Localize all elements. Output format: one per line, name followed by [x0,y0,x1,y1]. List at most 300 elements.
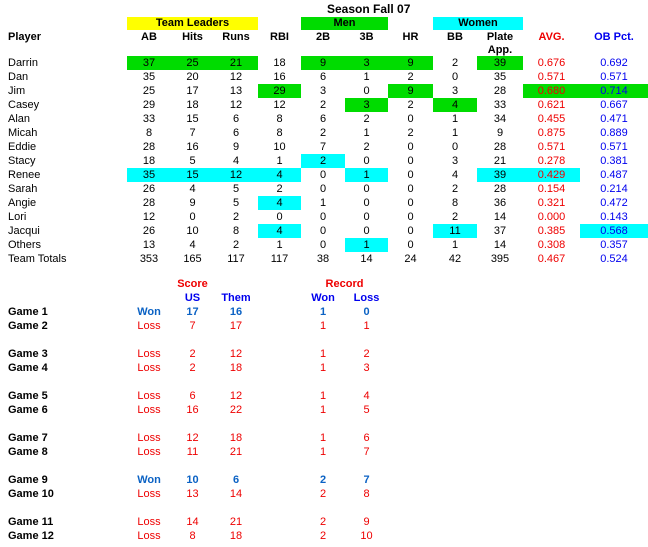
stat-cell: 8 [276,127,283,139]
stat-cell: 0.571 [537,141,566,153]
player-name: Jacqui [8,225,40,237]
stat-cell: 4 [232,155,240,167]
player-name: Jim [8,85,26,97]
record-loss: 2 [363,348,370,360]
stat-cell: 6 [319,71,327,83]
stat-cell: 39 [477,56,523,70]
game-score-us: 14 [186,516,199,528]
game-result: Loss [137,516,161,528]
game-score-us: 8 [189,530,196,542]
blank-cell [0,375,648,389]
stats-row [0,182,648,196]
game-score-them: 21 [229,446,243,458]
stat-cell: 10 [273,141,286,153]
stat-cell: 7 [319,141,327,153]
games-group-header-row [0,277,648,291]
stat-cell: 28 [493,85,507,97]
stat-cell: 0.467 [537,253,566,265]
game-label: Game 10 [8,488,54,500]
game-filler [388,347,648,361]
stat-cell: 0 [276,211,283,223]
stat-cell: 34 [493,113,507,125]
game-spacer [258,305,301,319]
stats-row [0,70,648,84]
stat-cell: 21 [214,56,258,70]
stat-cell: 4 [433,98,477,112]
stat-cell: 14 [493,239,507,251]
stat-cell: 2 [407,99,414,111]
game-row [0,305,648,319]
stat-cell: 12 [214,168,258,182]
stat-cell: 9 [388,84,433,98]
game-result: Won [137,474,161,486]
team-leaders-band: Team Leaders [127,17,258,30]
record-loss: 7 [363,446,370,458]
game-spacer [258,487,301,501]
stat-cell: 1 [363,127,370,139]
record-loss: 4 [363,390,370,402]
stat-cell: 0.429 [523,168,580,182]
col-header-plate: Plate [486,31,514,43]
game-score-them: 18 [229,362,243,374]
stat-cell: 0 [363,183,370,195]
stats-rows [0,56,648,266]
stat-cell: 42 [448,253,462,265]
record-loss: 0 [363,306,370,318]
player-name: Stacy [8,155,36,167]
col-header-player: Player [8,31,42,43]
stat-cell: 0.621 [537,99,566,111]
stat-cell: 1 [276,155,283,167]
blank-cell [0,501,648,515]
col-header-us: US [184,292,201,304]
stats-row [0,126,648,140]
stat-cell: 0.214 [600,183,628,195]
blank-separator-row [0,333,648,347]
col-header-plate-app: App. [487,44,513,56]
stat-cell: 0 [363,211,370,223]
col-header-ab: AB [141,31,157,43]
game-score-them: 12 [229,348,243,360]
record-won: 2 [319,474,327,486]
stat-cell: 0.667 [600,99,628,111]
col-header-hits: Hits [182,31,203,43]
game-score-us: 17 [186,306,199,318]
game-label: Game 6 [8,404,48,416]
game-row [0,347,648,361]
stat-cell: 0.571 [600,71,628,83]
game-score-us: 2 [189,348,196,360]
game-filler [388,361,648,375]
stat-cell: 28 [142,197,156,209]
stat-cell: 6 [319,113,327,125]
game-result: Loss [137,348,161,360]
stat-cell: 8 [451,197,459,209]
stat-cell: 2 [407,127,414,139]
stat-cell: 33 [142,113,156,125]
stat-cell: 38 [316,253,330,265]
player-name: Darrin [8,57,38,69]
stat-cell: 37 [493,225,507,237]
stat-cell: 9 [189,197,196,209]
stat-cell: 0.680 [523,84,580,98]
stat-cell: 3 [345,56,388,70]
stat-cell: 0.524 [600,253,628,265]
stat-cell: 4 [189,239,196,251]
player-name: Angie [8,197,37,209]
stat-cell: 10 [186,225,199,237]
game-result: Loss [137,530,161,542]
game-score-us: 2 [189,362,196,374]
score-header: Score [177,278,208,290]
stat-cell: 0 [363,197,370,209]
stat-cell: 0 [407,113,414,125]
stat-cell: 9 [301,56,345,70]
stat-cell: 28 [493,183,507,195]
stat-cell: 8 [276,113,283,125]
game-spacer [258,403,301,417]
stat-cell: 2 [451,57,459,69]
stats-row [0,238,648,252]
blank-cell [0,333,648,347]
stat-cell: 0 [189,211,196,223]
game-spacer [258,319,301,333]
stat-cell: 0.143 [600,211,628,223]
stat-cell: 15 [186,113,199,125]
stat-cell: 0 [319,225,327,237]
game-filler [388,319,648,333]
game-spacer [258,389,301,403]
record-won: 1 [319,432,327,444]
stat-cell: 8 [145,127,153,139]
game-score-them: 22 [229,404,243,416]
game-label: Game 4 [8,362,48,374]
stat-cell: 16 [273,71,286,83]
record-loss: 6 [363,432,370,444]
record-won: 1 [319,390,327,402]
stat-cell: 6 [232,113,240,125]
col-header-2b: 2B [315,31,331,43]
stat-cell: 1 [345,238,388,252]
player-name: Sarah [8,183,38,195]
record-won: 1 [319,446,327,458]
game-label: Game 3 [8,348,48,360]
game-score-them: 16 [229,306,243,318]
stat-cell: 0 [363,155,370,167]
game-filler [388,403,648,417]
stat-cell: 35 [493,71,507,83]
stat-cell: 0 [319,239,327,251]
stat-cell: 18 [142,155,156,167]
game-filler [388,515,648,529]
stat-cell: 7 [189,127,196,139]
player-name: Micah [8,127,38,139]
game-filler [388,431,648,445]
game-score-them: 14 [229,488,243,500]
game-row [0,361,648,375]
stat-cell: 0.154 [537,183,566,195]
game-score-them: 18 [229,530,243,542]
stats-row [0,56,648,70]
stat-cell: 1 [276,239,283,251]
game-filler [388,473,648,487]
stat-cell: 0 [407,155,414,167]
category-bands-row [0,17,648,30]
stats-header-row [0,30,648,44]
game-spacer [258,361,301,375]
stat-cell: 0 [407,197,414,209]
game-result: Loss [137,446,161,458]
stats-row [0,98,648,112]
player-name: Eddie [8,141,37,153]
game-rows [0,305,648,543]
game-label: Game 11 [8,516,54,528]
game-filler [388,445,648,459]
stats-row [0,168,648,182]
game-filler [388,305,648,319]
game-spacer [258,347,301,361]
stat-cell: 2 [276,183,283,195]
stat-cell: 12 [229,71,243,83]
record-won: 1 [319,404,327,416]
game-row [0,431,648,445]
player-stats-table [0,17,648,266]
col-header-rbi: RBI [270,31,289,43]
stat-cell: 26 [142,225,156,237]
stat-cell: 5 [189,155,196,167]
stat-cell: 2 [319,99,327,111]
record-loss: 10 [360,530,373,542]
game-row [0,319,648,333]
stat-cell: 1 [319,197,327,209]
game-result: Loss [137,488,161,500]
stat-cell: 4 [258,168,301,182]
stat-cell: 2 [232,211,240,223]
blank-cell [0,417,648,431]
player-name: Team Totals [8,253,67,265]
record-loss: 7 [363,474,370,486]
col-header-runs: Runs [222,31,250,43]
stat-cell: 3 [319,85,327,97]
stat-cell: 3 [451,85,459,97]
stat-cell: 3 [451,155,459,167]
stat-cell: 0 [407,211,414,223]
record-loss: 8 [363,488,370,500]
page-title: Season Fall 07 [327,2,411,16]
stat-cell: 39 [477,168,523,182]
stat-cell: 2 [232,239,240,251]
stat-cell: 20 [186,71,199,83]
stat-cell: 5 [232,183,240,195]
col-header-loss: Loss [353,292,380,304]
games-table [0,277,648,543]
stat-cell: 0.889 [600,127,628,139]
stats-row [0,112,648,126]
stat-cell: 28 [142,141,156,153]
record-header: Record [325,278,364,290]
stats-row [0,224,648,238]
game-score-us: 12 [186,432,199,444]
stat-cell: 16 [186,141,199,153]
game-row [0,389,648,403]
stat-cell: 28 [493,141,507,153]
game-score-them: 21 [229,516,243,528]
stat-cell: 3 [345,98,388,112]
record-won: 2 [319,488,327,500]
stat-cell: 0.875 [537,127,566,139]
stat-cell: 35 [142,71,156,83]
stat-cell: 0.471 [600,113,628,125]
stat-cell: 17 [186,85,199,97]
band-spacer [523,17,580,30]
stats-row [0,196,648,210]
col-header-bb: BB [447,31,463,43]
stat-cell: 36 [493,197,507,209]
player-name: Renee [8,169,41,181]
stat-cell: 4 [258,196,301,210]
stat-cell: 0 [407,225,414,237]
stat-cell: 0 [319,169,327,181]
stats-row [0,140,648,154]
stat-cell: 26 [142,183,156,195]
game-row [0,487,648,501]
stat-cell: 12 [273,99,286,111]
col-header-3b: 3B [359,31,374,43]
player-name: Others [8,239,42,251]
stat-cell: 0.000 [537,211,566,223]
game-score-us: 11 [186,446,199,458]
game-result: Loss [137,362,161,374]
stat-cell: 6 [232,127,240,139]
stat-cell: 2 [451,183,459,195]
stat-cell: 2 [407,71,414,83]
stat-cell: 13 [229,85,243,97]
game-row [0,529,648,543]
games-subheader-row [0,291,648,305]
game-row [0,515,648,529]
stat-cell: 1 [451,127,459,139]
game-spacer [258,473,301,487]
game-score-us: 16 [186,404,199,416]
game-result: Loss [137,404,161,416]
stat-cell: 0 [363,85,370,97]
stat-cell: 0 [451,71,459,83]
game-result: Loss [137,390,161,402]
stat-cell: 2 [363,141,370,153]
col-header-them: Them [221,292,251,304]
stats-row [0,252,648,266]
stat-cell: 165 [183,253,202,265]
stat-cell: 1 [363,71,370,83]
stat-cell: 18 [273,57,286,69]
stat-cell: 4 [451,169,459,181]
stat-cell: 0.714 [580,84,648,98]
stat-cell: 1 [451,113,459,125]
record-won: 1 [319,306,327,318]
stat-cell: 0 [407,183,414,195]
stat-cell: 0.308 [537,239,566,251]
record-won: 1 [319,320,327,332]
game-filler [388,529,648,543]
game-row [0,473,648,487]
col-header-avg: AVG. [538,31,565,43]
stat-cell: 18 [186,99,199,111]
record-loss: 1 [363,320,370,332]
stat-cell: 4 [189,183,196,195]
player-name: Dan [8,71,29,83]
stat-cell: 13 [142,239,156,251]
game-score-them: 17 [229,320,243,332]
blank-cell [0,459,648,473]
col-header-hr: HR [402,31,419,43]
stat-cell: 0.571 [537,71,566,83]
men-band: Men [301,17,388,30]
band-spacer [388,17,433,30]
game-label: Game 2 [8,320,48,332]
record-loss: 3 [363,362,370,374]
player-name: Lori [8,211,27,223]
stat-cell: 0 [407,239,414,251]
stat-cell: 25 [142,85,156,97]
game-score-them: 18 [229,432,243,444]
stat-cell: 0 [319,183,327,195]
stat-cell: 25 [171,56,214,70]
record-loss: 9 [363,516,370,528]
blank-separator-row [0,417,648,431]
stats-row [0,210,648,224]
record-won: 1 [319,362,327,374]
stat-cell: 9 [232,141,240,153]
game-spacer [258,529,301,543]
game-score-us: 6 [189,390,196,402]
stat-cell: 29 [142,99,156,111]
stat-cell: 4 [258,224,301,238]
stat-cell: 2 [363,113,370,125]
game-spacer [258,515,301,529]
band-spacer [258,17,301,30]
game-filler [388,487,648,501]
stat-cell: 14 [493,211,507,223]
stat-cell: 0.487 [600,169,628,181]
stat-cell: 9 [496,127,504,139]
blank-separator-row [0,501,648,515]
game-score-them: 12 [229,390,243,402]
game-label: Game 7 [8,432,48,444]
stats-row [0,154,648,168]
game-score-us: 7 [189,320,196,332]
stat-cell: 15 [171,168,214,182]
game-result: Loss [137,432,161,444]
game-result: Loss [137,320,161,332]
stat-cell: 117 [270,253,289,265]
stat-cell: 2 [319,127,327,139]
game-score-them: 6 [232,474,240,486]
stat-cell: 0 [451,141,459,153]
stat-cell: 37 [127,56,171,70]
game-label: Game 8 [8,446,48,458]
game-label: Game 1 [8,306,48,318]
stat-cell: 0.278 [537,155,566,167]
blank-separator-row [0,459,648,473]
game-label: Game 12 [8,530,54,542]
game-label: Game 5 [8,390,48,402]
stat-cell: 2 [451,211,459,223]
game-score-us: 10 [186,474,199,486]
record-loss: 5 [363,404,370,416]
stat-cell: 0.381 [600,155,628,167]
stat-cell: 0.455 [537,113,566,125]
stat-cell: 9 [388,56,433,70]
